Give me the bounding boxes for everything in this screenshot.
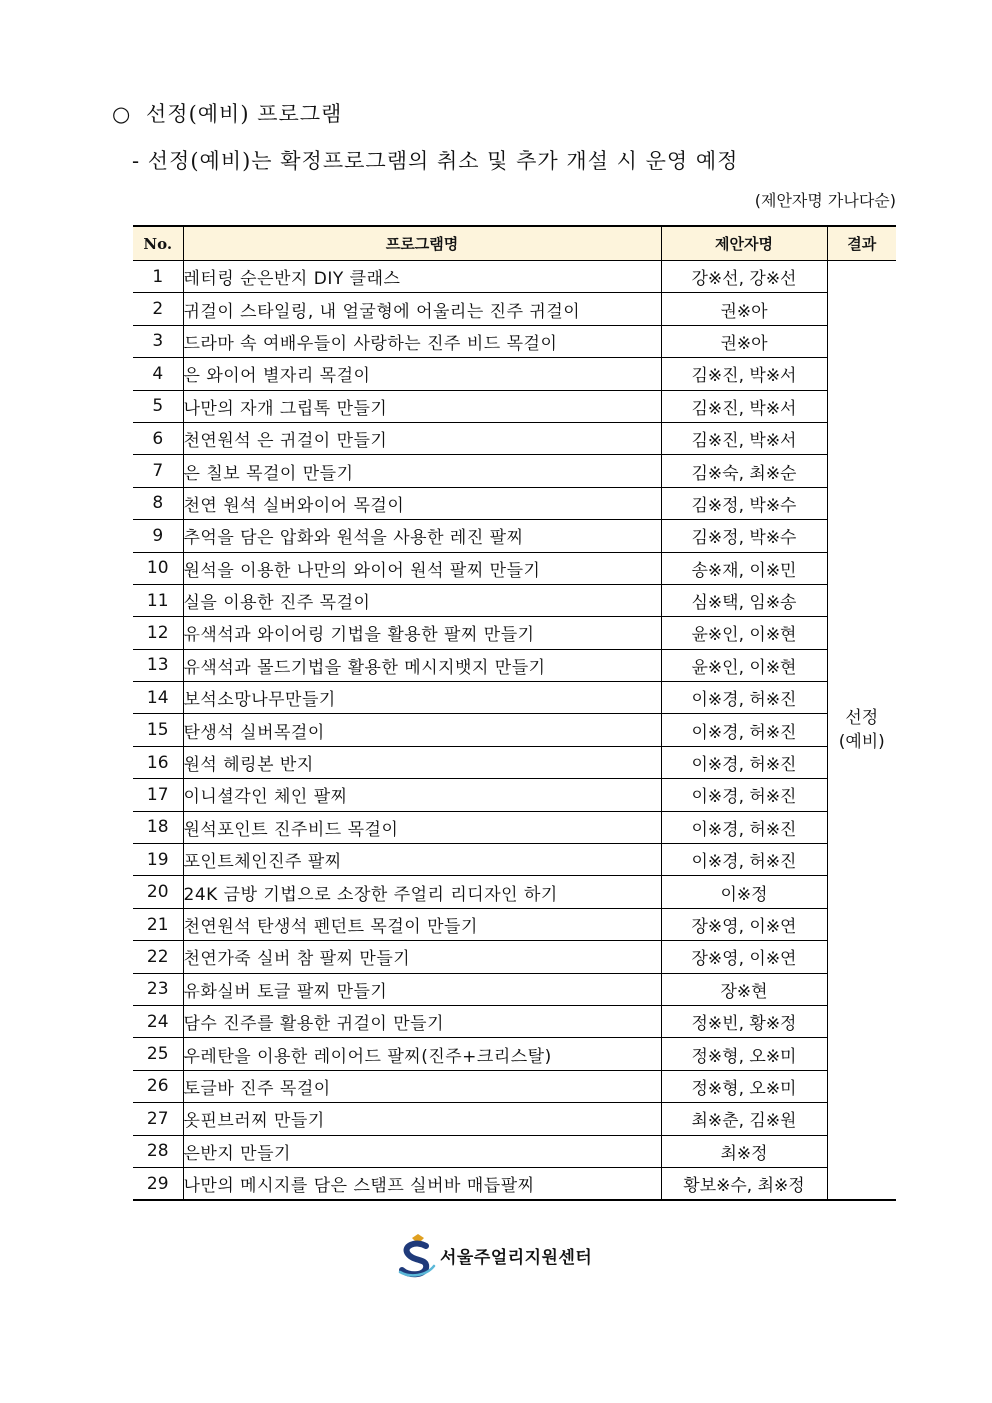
table-row (133, 584, 896, 616)
table-row (133, 487, 896, 519)
row-number: 27 (133, 1103, 183, 1135)
proposer-name: 김※정, 박※수 (661, 487, 827, 519)
jewelry-center-logo-icon (396, 1232, 438, 1278)
table-row (133, 1038, 896, 1070)
row-number: 14 (133, 682, 183, 714)
row-number: 22 (133, 941, 183, 973)
proposer-name: 황보※수, 최※정 (661, 1167, 827, 1200)
section-subheading: - 선정(예비)는 확정프로그램의 취소 및 추가 개설 시 운영 예정 (132, 149, 739, 173)
row-number: 1 (133, 261, 183, 293)
table-row (133, 552, 896, 584)
program-name: 원석을 이용한 나만의 와이어 원석 팔찌 만들기 (183, 552, 661, 584)
table-row (133, 973, 896, 1005)
program-name: 우레탄을 이용한 레이어드 팔찌(진주+크리스탈) (183, 1038, 661, 1070)
proposer-name: 장※영, 이※연 (661, 908, 827, 940)
table-row (133, 682, 896, 714)
table-row (133, 390, 896, 422)
program-name: 24K 금방 기법으로 소장한 주얼리 리디자인 하기 (183, 876, 661, 908)
table-row (133, 844, 896, 876)
proposer-name: 강※선, 강※선 (661, 261, 827, 293)
row-number: 21 (133, 908, 183, 940)
program-name: 포인트체인진주 팔찌 (183, 844, 661, 876)
proposer-name: 윤※인, 이※현 (661, 649, 827, 681)
row-number: 10 (133, 552, 183, 584)
program-table-body (133, 261, 896, 1201)
row-number: 19 (133, 844, 183, 876)
proposer-name: 이※경, 허※진 (661, 746, 827, 778)
program-name: 탄생석 실버목걸이 (183, 714, 661, 746)
header-proposer: 제안자명 (661, 226, 827, 261)
table-row (133, 261, 896, 293)
program-name: 이니셜각인 체인 팔찌 (183, 779, 661, 811)
program-name: 천연 원석 실버와이어 목걸이 (183, 487, 661, 519)
result-cell (827, 261, 896, 1201)
program-name: 유색석과 와이어링 기법을 활용한 팔찌 만들기 (183, 617, 661, 649)
proposer-name: 이※경, 허※진 (661, 714, 827, 746)
table-row (133, 1005, 896, 1037)
result-line2: (예비) (838, 732, 885, 753)
row-number: 17 (133, 779, 183, 811)
table-row (133, 811, 896, 843)
proposer-name: 최※정 (661, 1135, 827, 1167)
program-name: 천연원석 은 귀걸이 만들기 (183, 422, 661, 454)
table-row (133, 714, 896, 746)
program-name: 유색석과 몰드기법을 활용한 메시지뱃지 만들기 (183, 649, 661, 681)
proposer-name: 심※택, 임※송 (661, 584, 827, 616)
program-table (133, 225, 896, 1201)
program-name: 실을 이용한 진주 목걸이 (183, 584, 661, 616)
sort-note: (제안자명 가나다순) (754, 191, 896, 210)
program-name: 레터링 순은반지 DIY 클래스 (183, 261, 661, 293)
proposer-name: 정※형, 오※미 (661, 1070, 827, 1102)
table-row (133, 422, 896, 454)
row-number: 28 (133, 1135, 183, 1167)
header-program: 프로그램명 (183, 226, 661, 261)
row-number: 12 (133, 617, 183, 649)
row-number: 20 (133, 876, 183, 908)
program-name: 담수 진주를 활용한 귀걸이 만들기 (183, 1005, 661, 1037)
table-row (133, 1103, 896, 1135)
footer-branding (396, 1232, 592, 1278)
program-name: 추억을 담은 압화와 원석을 사용한 레진 팔찌 (183, 520, 661, 552)
program-name: 원석포인트 진주비드 목걸이 (183, 811, 661, 843)
row-number: 18 (133, 811, 183, 843)
proposer-name: 장※영, 이※연 (661, 941, 827, 973)
table-row (133, 1135, 896, 1167)
program-name: 유화실버 토글 팔찌 만들기 (183, 973, 661, 1005)
program-name: 귀걸이 스타일링, 내 얼굴형에 어울리는 진주 귀걸이 (183, 293, 661, 325)
table-row (133, 1167, 896, 1200)
table-row (133, 520, 896, 552)
proposer-name: 정※형, 오※미 (661, 1038, 827, 1070)
org-name: 서울주얼리지원센터 (440, 1247, 593, 1268)
proposer-name: 장※현 (661, 973, 827, 1005)
row-number: 3 (133, 325, 183, 357)
table-row (133, 746, 896, 778)
program-name: 천연가죽 실버 참 팔찌 만들기 (183, 941, 661, 973)
row-number: 25 (133, 1038, 183, 1070)
table-row (133, 455, 896, 487)
proposer-name: 정※빈, 황※정 (661, 1005, 827, 1037)
proposer-name: 김※정, 박※수 (661, 520, 827, 552)
row-number: 23 (133, 973, 183, 1005)
row-number: 15 (133, 714, 183, 746)
proposer-name: 이※경, 허※진 (661, 844, 827, 876)
table-row (133, 617, 896, 649)
row-number: 8 (133, 487, 183, 519)
heading-bullet: ○ (112, 102, 132, 126)
heading-text: 선정(예비) 프로그램 (146, 102, 343, 126)
program-name: 원석 헤링본 반지 (183, 746, 661, 778)
proposer-name: 이※정 (661, 876, 827, 908)
table-header-row (133, 226, 896, 261)
program-name: 드라마 속 여배우들이 사랑하는 진주 비드 목걸이 (183, 325, 661, 357)
program-name: 은 칠보 목걸이 만들기 (183, 455, 661, 487)
header-no: No. (133, 226, 183, 261)
row-number: 24 (133, 1005, 183, 1037)
row-number: 5 (133, 390, 183, 422)
table-row (133, 1070, 896, 1102)
proposer-name: 윤※인, 이※현 (661, 617, 827, 649)
proposer-name: 권※아 (661, 293, 827, 325)
result-line1: 선정 (845, 708, 879, 729)
program-name: 나만의 자개 그립톡 만들기 (183, 390, 661, 422)
proposer-name: 김※진, 박※서 (661, 390, 827, 422)
table-row (133, 293, 896, 325)
program-name: 나만의 메시지를 담은 스탬프 실버바 매듭팔찌 (183, 1167, 661, 1200)
table-row (133, 649, 896, 681)
table-row (133, 876, 896, 908)
row-number: 11 (133, 584, 183, 616)
table-row (133, 358, 896, 390)
proposer-name: 최※춘, 김※원 (661, 1103, 827, 1135)
proposer-name: 김※진, 박※서 (661, 358, 827, 390)
header-result: 결과 (827, 226, 896, 261)
row-number: 2 (133, 293, 183, 325)
row-number: 29 (133, 1167, 183, 1200)
table-row (133, 908, 896, 940)
row-number: 13 (133, 649, 183, 681)
program-name: 은 와이어 별자리 목걸이 (183, 358, 661, 390)
program-name: 옷핀브러찌 만들기 (183, 1103, 661, 1135)
row-number: 16 (133, 746, 183, 778)
row-number: 4 (133, 358, 183, 390)
row-number: 6 (133, 422, 183, 454)
row-number: 26 (133, 1070, 183, 1102)
row-number: 7 (133, 455, 183, 487)
proposer-name: 김※숙, 최※순 (661, 455, 827, 487)
row-number: 9 (133, 520, 183, 552)
program-name: 천연원석 탄생석 펜던트 목걸이 만들기 (183, 908, 661, 940)
proposer-name: 이※경, 허※진 (661, 811, 827, 843)
proposer-name: 송※재, 이※민 (661, 552, 827, 584)
proposer-name: 이※경, 허※진 (661, 682, 827, 714)
proposer-name: 권※아 (661, 325, 827, 357)
program-name: 은반지 만들기 (183, 1135, 661, 1167)
table-row (133, 325, 896, 357)
table-row (133, 941, 896, 973)
program-name: 보석소망나무만들기 (183, 682, 661, 714)
section-heading (112, 98, 342, 128)
proposer-name: 이※경, 허※진 (661, 779, 827, 811)
proposer-name: 김※진, 박※서 (661, 422, 827, 454)
program-name: 토글바 진주 목걸이 (183, 1070, 661, 1102)
table-row (133, 779, 896, 811)
